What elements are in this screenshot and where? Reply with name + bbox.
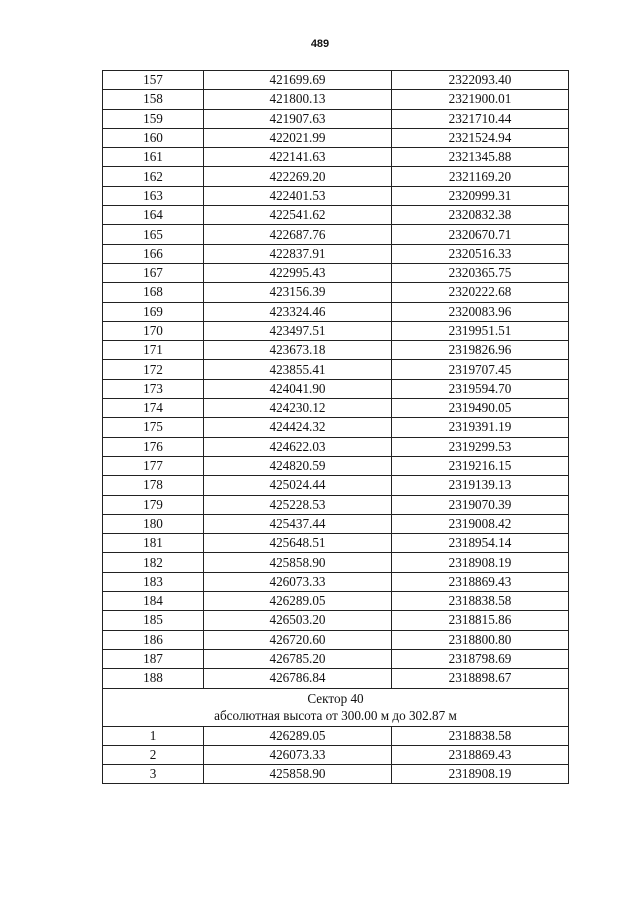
table-row (103, 514, 569, 533)
point-number-cell: 170 (103, 321, 204, 340)
y-coordinate-cell: 2322093.40 (392, 71, 569, 90)
y-coordinate-cell: 2318838.58 (392, 726, 569, 745)
point-number-cell: 183 (103, 572, 204, 591)
x-coordinate-cell: 426503.20 (204, 611, 392, 630)
table-row (103, 71, 569, 90)
x-coordinate-cell: 423324.46 (204, 302, 392, 321)
point-number-cell: 187 (103, 649, 204, 668)
y-coordinate-cell: 2320365.75 (392, 263, 569, 282)
y-coordinate-cell: 2320832.38 (392, 206, 569, 225)
table-row (103, 244, 569, 263)
y-coordinate-cell: 2318908.19 (392, 553, 569, 572)
point-number-cell: 164 (103, 206, 204, 225)
table-row (103, 669, 569, 688)
y-coordinate-cell: 2321710.44 (392, 109, 569, 128)
x-coordinate-cell: 422687.76 (204, 225, 392, 244)
table-row (103, 592, 569, 611)
sector-header-group (103, 688, 569, 726)
x-coordinate-cell: 424622.03 (204, 437, 392, 456)
point-number-cell: 176 (103, 437, 204, 456)
x-coordinate-cell: 423673.18 (204, 341, 392, 360)
point-number-cell: 185 (103, 611, 204, 630)
x-coordinate-cell: 422541.62 (204, 206, 392, 225)
table-row (103, 745, 569, 764)
y-coordinate-cell: 2318869.43 (392, 745, 569, 764)
x-coordinate-cell: 426073.33 (204, 745, 392, 764)
x-coordinate-cell: 425858.90 (204, 765, 392, 784)
x-coordinate-cell: 426785.20 (204, 649, 392, 668)
table-row (103, 437, 569, 456)
table-row (103, 495, 569, 514)
x-coordinate-cell: 425228.53 (204, 495, 392, 514)
y-coordinate-cell: 2318838.58 (392, 592, 569, 611)
x-coordinate-cell: 425648.51 (204, 534, 392, 553)
point-number-cell: 3 (103, 765, 204, 784)
point-number-cell: 163 (103, 186, 204, 205)
point-number-cell: 172 (103, 360, 204, 379)
point-number-cell: 175 (103, 418, 204, 437)
sector-title: Сектор 40 (307, 690, 364, 706)
sector-header-row (103, 688, 569, 726)
point-number-cell: 1 (103, 726, 204, 745)
point-number-cell: 166 (103, 244, 204, 263)
table-row (103, 263, 569, 282)
table-body-upper (103, 71, 569, 689)
point-number-cell: 182 (103, 553, 204, 572)
x-coordinate-cell: 424041.90 (204, 379, 392, 398)
x-coordinate-cell: 426073.33 (204, 572, 392, 591)
y-coordinate-cell: 2319070.39 (392, 495, 569, 514)
y-coordinate-cell: 2318815.86 (392, 611, 569, 630)
table-row (103, 360, 569, 379)
y-coordinate-cell: 2321900.01 (392, 90, 569, 109)
table-row (103, 476, 569, 495)
page-number: 489 (310, 38, 330, 50)
table-row (103, 399, 569, 418)
x-coordinate-cell: 425024.44 (204, 476, 392, 495)
point-number-cell: 159 (103, 109, 204, 128)
x-coordinate-cell: 421800.13 (204, 90, 392, 109)
table-row (103, 302, 569, 321)
table-row (103, 534, 569, 553)
table-row (103, 553, 569, 572)
table-row (103, 379, 569, 398)
y-coordinate-cell: 2319008.42 (392, 514, 569, 533)
table-row (103, 321, 569, 340)
x-coordinate-cell: 425858.90 (204, 553, 392, 572)
y-coordinate-cell: 2320670.71 (392, 225, 569, 244)
table-row (103, 418, 569, 437)
y-coordinate-cell: 2319391.19 (392, 418, 569, 437)
x-coordinate-cell: 426786.84 (204, 669, 392, 688)
point-number-cell: 181 (103, 534, 204, 553)
x-coordinate-cell: 425437.44 (204, 514, 392, 533)
y-coordinate-cell: 2320999.31 (392, 186, 569, 205)
point-number-cell: 171 (103, 341, 204, 360)
table-row (103, 206, 569, 225)
table-row (103, 148, 569, 167)
y-coordinate-cell: 2319594.70 (392, 379, 569, 398)
y-coordinate-cell: 2319951.51 (392, 321, 569, 340)
table-row (103, 726, 569, 745)
table-row (103, 283, 569, 302)
x-coordinate-cell: 422141.63 (204, 148, 392, 167)
x-coordinate-cell: 424230.12 (204, 399, 392, 418)
x-coordinate-cell: 422401.53 (204, 186, 392, 205)
point-number-cell: 180 (103, 514, 204, 533)
table-row (103, 128, 569, 147)
x-coordinate-cell: 422269.20 (204, 167, 392, 186)
point-number-cell: 160 (103, 128, 204, 147)
x-coordinate-cell: 424820.59 (204, 456, 392, 475)
y-coordinate-cell: 2318908.19 (392, 765, 569, 784)
y-coordinate-cell: 2318869.43 (392, 572, 569, 591)
table-row (103, 456, 569, 475)
table-row (103, 109, 569, 128)
x-coordinate-cell: 421699.69 (204, 71, 392, 90)
point-number-cell: 186 (103, 630, 204, 649)
y-coordinate-cell: 2319490.05 (392, 399, 569, 418)
x-coordinate-cell: 422837.91 (204, 244, 392, 263)
point-number-cell: 188 (103, 669, 204, 688)
x-coordinate-cell: 423497.51 (204, 321, 392, 340)
point-number-cell: 161 (103, 148, 204, 167)
y-coordinate-cell: 2320222.68 (392, 283, 569, 302)
point-number-cell: 177 (103, 456, 204, 475)
table-row (103, 572, 569, 591)
y-coordinate-cell: 2321345.88 (392, 148, 569, 167)
table-row (103, 341, 569, 360)
y-coordinate-cell: 2321169.20 (392, 167, 569, 186)
y-coordinate-cell: 2319216.15 (392, 456, 569, 475)
sector-header-cell (103, 688, 569, 726)
x-coordinate-cell: 422021.99 (204, 128, 392, 147)
point-number-cell: 168 (103, 283, 204, 302)
point-number-cell: 157 (103, 71, 204, 90)
y-coordinate-cell: 2318898.67 (392, 669, 569, 688)
y-coordinate-cell: 2321524.94 (392, 128, 569, 147)
x-coordinate-cell: 426289.05 (204, 726, 392, 745)
table-row (103, 186, 569, 205)
point-number-cell: 174 (103, 399, 204, 418)
y-coordinate-cell: 2319707.45 (392, 360, 569, 379)
coordinates-table (102, 70, 569, 784)
x-coordinate-cell: 426720.60 (204, 630, 392, 649)
point-number-cell: 158 (103, 90, 204, 109)
y-coordinate-cell: 2320516.33 (392, 244, 569, 263)
x-coordinate-cell: 422995.43 (204, 263, 392, 282)
y-coordinate-cell: 2318800.80 (392, 630, 569, 649)
table-row (103, 649, 569, 668)
x-coordinate-cell: 423156.39 (204, 283, 392, 302)
table-row (103, 611, 569, 630)
y-coordinate-cell: 2319299.53 (392, 437, 569, 456)
y-coordinate-cell: 2318798.69 (392, 649, 569, 668)
point-number-cell: 173 (103, 379, 204, 398)
table-body-lower (103, 726, 569, 784)
point-number-cell: 184 (103, 592, 204, 611)
point-number-cell: 165 (103, 225, 204, 244)
y-coordinate-cell: 2319826.96 (392, 341, 569, 360)
y-coordinate-cell: 2320083.96 (392, 302, 569, 321)
table-row (103, 630, 569, 649)
point-number-cell: 169 (103, 302, 204, 321)
sector-altitude-range: абсолютная высота от 300.00 м до 302.87 м (214, 707, 457, 723)
y-coordinate-cell: 2318954.14 (392, 534, 569, 553)
table-row (103, 167, 569, 186)
point-number-cell: 178 (103, 476, 204, 495)
point-number-cell: 179 (103, 495, 204, 514)
point-number-cell: 162 (103, 167, 204, 186)
y-coordinate-cell: 2319139.13 (392, 476, 569, 495)
point-number-cell: 167 (103, 263, 204, 282)
table-row (103, 765, 569, 784)
x-coordinate-cell: 423855.41 (204, 360, 392, 379)
x-coordinate-cell: 424424.32 (204, 418, 392, 437)
table-row (103, 90, 569, 109)
x-coordinate-cell: 421907.63 (204, 109, 392, 128)
x-coordinate-cell: 426289.05 (204, 592, 392, 611)
point-number-cell: 2 (103, 745, 204, 764)
table-row (103, 225, 569, 244)
